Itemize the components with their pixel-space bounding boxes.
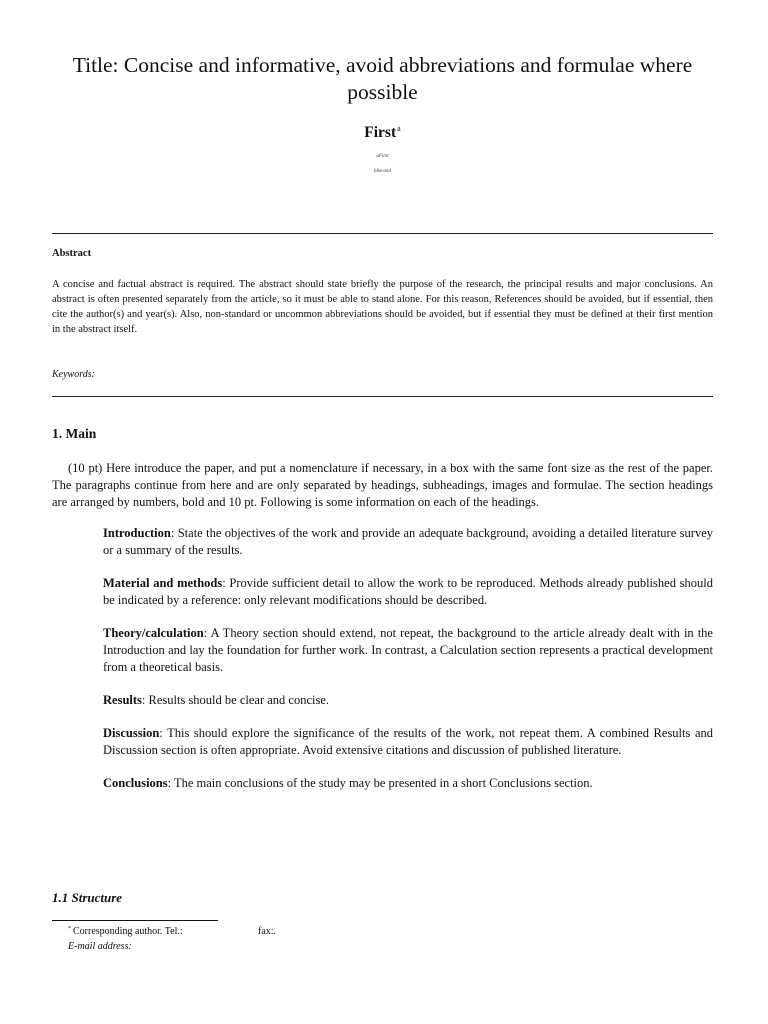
footnote-corresponding-author [68, 926, 183, 937]
term-results: Results [103, 693, 142, 707]
text-introduction: : State the objectives of the work and provide an adequate background, avoiding a detailed literature survey or a summary of the results. [103, 526, 713, 557]
description-conclusions [103, 775, 713, 792]
term-discussion: Discussion [103, 726, 160, 740]
text-theory-calculation: : A Theory section should extend, not repeat, the background to the article already dealt with in the Introduction and lay the foundation for further work. In contrast, a Calculation section represents a practical development from a theoretical basis. [103, 626, 713, 674]
description-discussion [103, 725, 713, 759]
abstract-body: A concise and factual abstract is required. The abstract should state briefly the purpose of the research, the principal results and major conclusions. An abstract is often presented separately from the article, so it must be able to stand alone. For this reason, References should be avoided, but if essential, then cite the author(s) and year(s). Also, non-standard or uncommon abbreviations should be avoided, but if essential they must be defined at their first mention in the abstract itself. [52, 279, 713, 335]
description-results [103, 692, 713, 709]
term-conclusions: Conclusions [103, 776, 168, 790]
affiliation-first: aFirst [376, 154, 389, 159]
text-conclusions: : The main conclusions of the study may be presented in a short Conclusions section. [167, 776, 593, 790]
description-theory-calculation [103, 625, 713, 676]
term-material-methods: Material and methods [103, 576, 223, 590]
keywords-label: Keywords: [52, 369, 95, 380]
abstract-bottom-rule [52, 396, 713, 397]
author-line [52, 124, 713, 142]
section-heading-main: 1. Main [52, 426, 97, 441]
term-introduction: Introduction [103, 526, 171, 540]
paper-title: Title: Concise and informative, avoid abbreviations and formulae where possible [72, 53, 693, 104]
author-affiliation-marker: a [397, 124, 401, 133]
footnote-email-label: E-mail address: [68, 941, 132, 952]
text-discussion: : This should explore the significance of the results of the work, not repeat them. A combined Results and Discussion section is often appropriate. Avoid extensive citations and discussion of published literature. [103, 726, 713, 757]
author-name: First [364, 124, 397, 141]
footnote-tel-label: Corresponding author. Tel.: [73, 926, 183, 937]
subsection-heading-structure: 1.1 Structure [52, 890, 123, 905]
description-introduction [103, 525, 713, 559]
text-results: : Results should be clear and concise. [141, 693, 330, 707]
description-material-methods [103, 575, 713, 609]
affiliation-second: bSecond [374, 169, 391, 174]
footnote-rule [52, 920, 218, 921]
footnote-marker: * [68, 926, 71, 932]
heading-descriptions-list [103, 525, 713, 808]
abstract-heading: Abstract [52, 248, 92, 259]
footnote-fax-label: fax:. [258, 926, 277, 937]
abstract-top-rule [52, 233, 713, 234]
text-material-methods: : Provide sufficient detail to allow the work to be reproduced. Methods already published should be indicated by a reference: only relevant modifications should be described. [103, 576, 713, 607]
term-theory-calculation: Theory/calculation [103, 626, 204, 640]
main-intro-paragraph: (10 pt) Here introduce the paper, and put a nomenclature if necessary, in a box with the same font size as the rest of the paper. The paragraphs continue from here and are only separated by headings, subheadings, images and formulae. The section headings are arranged by numbers, bold and 10 pt. Following is some information on each of the headings. [52, 461, 713, 509]
